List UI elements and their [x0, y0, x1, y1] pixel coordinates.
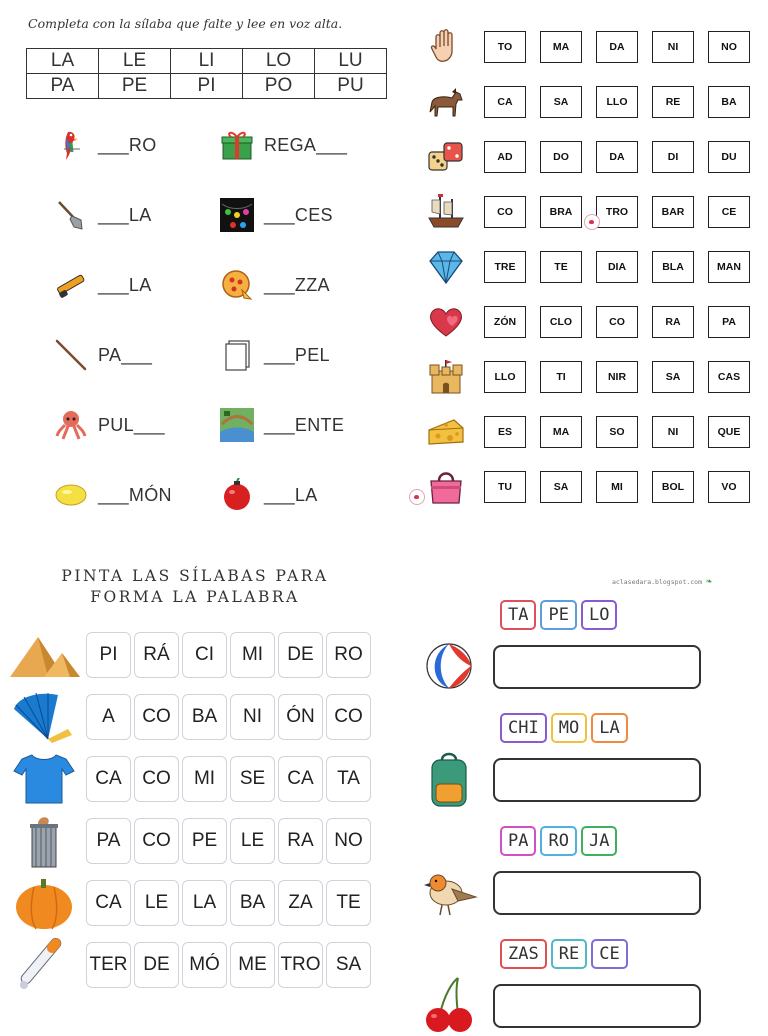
syllable-cell: LO — [243, 49, 315, 74]
syllable-tile[interactable]: LA — [182, 880, 227, 926]
fill-syllable-item — [220, 198, 333, 232]
fill-syllable-item — [220, 128, 347, 162]
syllable-table-row — [27, 74, 387, 99]
parrot-icon — [54, 128, 88, 162]
row-picture — [8, 937, 80, 993]
syllable-box[interactable]: TRO — [596, 196, 638, 228]
cheese-icon — [426, 412, 466, 452]
leaf-icon: ❧ — [705, 576, 712, 587]
syllable-box[interactable]: QUE — [708, 416, 750, 448]
row-picture — [424, 82, 468, 122]
syllable-tile[interactable]: NI — [230, 694, 275, 740]
syllable-box[interactable]: MI — [596, 471, 638, 503]
syllable-cell: PE — [99, 74, 171, 99]
item-picture — [54, 198, 88, 232]
row-picture — [424, 192, 468, 232]
syllable-tiles — [86, 756, 371, 802]
syllable-box[interactable]: DO — [540, 141, 582, 173]
syllable-box[interactable]: CE — [708, 196, 750, 228]
pyramids-icon — [8, 627, 80, 683]
answer-box[interactable] — [493, 758, 701, 802]
syllable-tile[interactable]: A — [86, 694, 131, 740]
paint-syllable-row — [8, 937, 371, 993]
fill-syllable-item — [220, 408, 344, 442]
syllable-box[interactable]: CO — [484, 196, 526, 228]
syllable-box[interactable]: SO — [596, 416, 638, 448]
syllable-tile[interactable]: RO — [326, 632, 371, 678]
syllable-tile[interactable]: CO — [134, 694, 179, 740]
blog-url-text: aclasedara.blogspot.com — [612, 578, 703, 586]
syllable-tile[interactable]: LE — [134, 880, 179, 926]
syllable-tile[interactable]: TE — [326, 880, 371, 926]
syllable-tile[interactable]: MO — [551, 713, 587, 743]
syllable-tile[interactable]: TRO — [278, 942, 323, 988]
paper-icon — [220, 338, 254, 372]
row-picture — [8, 813, 80, 869]
item-picture — [220, 268, 254, 302]
syllable-grid-row — [424, 467, 750, 507]
syllable-cell: PU — [315, 74, 387, 99]
word-picture — [418, 861, 480, 923]
fill-syllable-item — [54, 268, 152, 302]
syllable-box[interactable]: TO — [484, 31, 526, 63]
syllable-box[interactable]: NI — [652, 416, 694, 448]
title-line-2: FORMA LA PALABRA — [90, 588, 300, 606]
syllable-tile[interactable]: SE — [230, 756, 275, 802]
syllable-tiles — [86, 818, 371, 864]
syllable-tile[interactable]: CO — [134, 818, 179, 864]
paint-syllables-title — [30, 566, 360, 608]
ball-ornament-icon — [220, 478, 254, 512]
syllable-box[interactable]: DI — [652, 141, 694, 173]
fill-syllable-item — [54, 408, 165, 442]
syllable-tiles — [86, 942, 371, 988]
syllable-grid-row — [424, 412, 750, 452]
row-picture — [8, 751, 80, 807]
syllable-tile[interactable]: ÓN — [278, 694, 323, 740]
syllable-box[interactable]: ZÓN — [484, 306, 526, 338]
syllable-box[interactable]: LLO — [484, 361, 526, 393]
syllable-tile[interactable]: LA — [591, 713, 627, 743]
answer-box[interactable] — [493, 871, 701, 915]
pumpkin-icon — [8, 875, 80, 931]
syllable-tile[interactable]: TA — [500, 600, 536, 630]
syllable-tile[interactable]: BA — [230, 880, 275, 926]
fill-word[interactable]: ___ENTE — [264, 414, 345, 435]
fill-syllable-item — [54, 198, 152, 232]
syllable-grid-row — [424, 82, 750, 122]
syllable-tile[interactable]: CO — [134, 756, 179, 802]
syllable-box[interactable]: SA — [540, 471, 582, 503]
thermometer-icon — [8, 937, 80, 993]
backpack-icon — [418, 748, 480, 810]
syllable-tile[interactable]: MI — [230, 632, 275, 678]
syllable-box[interactable]: MA — [540, 416, 582, 448]
bridge-icon — [220, 408, 254, 442]
paint-syllable-row — [8, 689, 371, 745]
syllable-boxes — [484, 86, 750, 118]
paint-syllable-row — [8, 875, 371, 931]
syllable-tile[interactable]: BA — [182, 694, 227, 740]
syllable-box[interactable]: TRE — [484, 251, 526, 283]
syllable-box[interactable]: NI — [652, 31, 694, 63]
syllable-tiles — [500, 713, 628, 743]
row-picture — [424, 412, 468, 452]
syllable-box[interactable]: CO — [596, 306, 638, 338]
syllable-tile[interactable]: LE — [230, 818, 275, 864]
syllable-tile[interactable]: RA — [278, 818, 323, 864]
syllable-tile[interactable]: RE — [551, 939, 587, 969]
row-picture — [8, 627, 80, 683]
shovel-icon — [54, 198, 88, 232]
syllable-tile[interactable]: CI — [182, 632, 227, 678]
row-picture — [424, 27, 468, 67]
syllable-grid-row — [424, 357, 750, 397]
syllable-box[interactable]: RE — [652, 86, 694, 118]
dice-icon — [426, 137, 466, 177]
item-picture — [54, 128, 88, 162]
fill-word[interactable]: ___MÓN — [98, 484, 172, 505]
syllable-boxes — [484, 361, 750, 393]
stick-icon — [54, 338, 88, 372]
syllable-tile[interactable]: LO — [581, 600, 617, 630]
syllable-cell: LE — [99, 49, 171, 74]
title-line-1: PINTA LAS SÍLABAS PARA — [61, 567, 329, 585]
handbag-icon — [426, 467, 466, 507]
cherries-icon — [418, 974, 480, 1036]
item-picture — [54, 408, 88, 442]
syllable-box[interactable]: NIR — [596, 361, 638, 393]
word-picture — [418, 974, 480, 1036]
syllable-box[interactable]: MA — [540, 31, 582, 63]
paint-syllable-row — [8, 751, 371, 807]
syllable-cell: LI — [171, 49, 243, 74]
fill-word[interactable]: ___CES — [264, 204, 333, 225]
horse-icon — [426, 82, 466, 122]
syllable-box[interactable]: BAR — [652, 196, 694, 228]
fill-word[interactable]: PUL___ — [98, 414, 165, 435]
syllable-cell: LU — [315, 49, 387, 74]
syllable-box[interactable]: MAN — [708, 251, 750, 283]
item-picture — [220, 338, 254, 372]
fill-word[interactable]: ___ZZA — [264, 274, 330, 295]
syllable-box[interactable]: BOL — [652, 471, 694, 503]
syllable-boxes — [484, 306, 750, 338]
row-picture — [8, 875, 80, 931]
fill-syllable-item — [220, 478, 318, 512]
syllable-box[interactable]: PA — [708, 306, 750, 338]
syllable-cell: PI — [171, 74, 243, 99]
syllable-tile[interactable]: TER — [86, 942, 131, 988]
syllable-tile[interactable]: PE — [540, 600, 576, 630]
syllable-grid-row — [424, 27, 750, 67]
fill-syllable-item — [54, 128, 157, 162]
fill-word[interactable]: REGA___ — [264, 134, 348, 155]
syllable-box[interactable]: CAS — [708, 361, 750, 393]
syllable-tile[interactable]: ZA — [278, 880, 323, 926]
syllable-cell: PA — [27, 74, 99, 99]
syllable-tiles — [86, 880, 371, 926]
syllable-tile[interactable]: CA — [278, 756, 323, 802]
row-picture — [424, 247, 468, 287]
syllable-table-row — [27, 49, 387, 74]
item-picture — [220, 198, 254, 232]
fill-word[interactable]: PA___ — [98, 344, 153, 365]
syllable-tile[interactable]: PE — [182, 818, 227, 864]
syllable-tile[interactable]: MÓ — [182, 942, 227, 988]
syllable-tile[interactable]: MI — [182, 756, 227, 802]
syllable-tiles — [500, 600, 617, 630]
syllable-boxes — [484, 31, 750, 63]
syllable-box[interactable]: TI — [540, 361, 582, 393]
syllable-box[interactable]: DU — [708, 141, 750, 173]
answer-box[interactable] — [493, 645, 701, 689]
syllable-cell: LA — [27, 49, 99, 74]
syllable-tile[interactable]: DE — [278, 632, 323, 678]
item-picture — [220, 408, 254, 442]
shirt-icon — [8, 751, 80, 807]
row-picture — [424, 467, 468, 507]
syllable-box[interactable]: VO — [708, 471, 750, 503]
syllable-tiles — [500, 939, 628, 969]
syllable-box[interactable]: DA — [596, 141, 638, 173]
fill-syllable-item — [220, 268, 330, 302]
trash-can-icon — [8, 813, 80, 869]
syllable-box[interactable]: TU — [484, 471, 526, 503]
syllable-box[interactable]: BA — [708, 86, 750, 118]
syllable-tiles — [86, 632, 371, 678]
syllable-box[interactable]: ES — [484, 416, 526, 448]
hand-icon — [426, 27, 466, 67]
syllable-box[interactable]: BRA — [540, 196, 582, 228]
syllable-boxes — [484, 141, 750, 173]
octopus-icon — [54, 408, 88, 442]
syllable-tile[interactable]: ZAS — [500, 939, 547, 969]
lemon-icon — [54, 478, 88, 512]
item-picture — [54, 478, 88, 512]
worksheet-instruction: Completa con la sílaba que falte y lee en voz alta. — [28, 16, 343, 31]
syllable-tile[interactable]: SA — [326, 942, 371, 988]
blog-logo-icon — [409, 489, 425, 505]
fill-word[interactable]: ___LA — [264, 484, 318, 505]
syllable-tile[interactable]: PI — [86, 632, 131, 678]
syllable-grid-row — [424, 137, 750, 177]
syllable-tile[interactable]: TA — [326, 756, 371, 802]
fill-word[interactable]: ___LA — [98, 274, 152, 295]
ship-icon — [426, 192, 466, 232]
file-icon — [54, 268, 88, 302]
fill-syllable-item — [54, 338, 152, 372]
syllable-box[interactable]: CA — [484, 86, 526, 118]
item-picture — [54, 338, 88, 372]
syllable-tiles — [86, 694, 371, 740]
fill-syllable-item — [54, 478, 172, 512]
answer-box[interactable] — [493, 984, 701, 1028]
fill-word[interactable]: ___RO — [98, 134, 157, 155]
syllable-tile[interactable]: NO — [326, 818, 371, 864]
lights-icon — [220, 198, 254, 232]
syllable-tile[interactable]: DE — [134, 942, 179, 988]
syllable-tiles — [500, 826, 617, 856]
syllable-box[interactable]: LLO — [596, 86, 638, 118]
syllable-box[interactable]: SA — [652, 361, 694, 393]
item-picture — [220, 128, 254, 162]
syllable-cell: PO — [243, 74, 315, 99]
gift-icon — [220, 128, 254, 162]
syllable-box[interactable]: SA — [540, 86, 582, 118]
castle-icon — [426, 357, 466, 397]
syllable-grid-row — [424, 247, 750, 287]
diamond-icon — [426, 247, 466, 287]
word-picture — [418, 635, 480, 697]
paint-syllable-row — [8, 627, 371, 683]
syllable-box[interactable]: AD — [484, 141, 526, 173]
syllable-tile[interactable]: CO — [326, 694, 371, 740]
syllable-tile[interactable]: CA — [86, 756, 131, 802]
beach-ball-icon — [418, 635, 480, 697]
syllable-box[interactable]: CLO — [540, 306, 582, 338]
fill-word[interactable]: ___PEL — [264, 344, 330, 365]
syllable-box[interactable]: NO — [708, 31, 750, 63]
syllable-tile[interactable]: PA — [500, 826, 536, 856]
item-picture — [54, 268, 88, 302]
syllable-box[interactable]: TE — [540, 251, 582, 283]
row-picture — [8, 689, 80, 745]
syllable-boxes — [484, 416, 750, 448]
row-picture — [424, 302, 468, 342]
syllable-boxes — [484, 471, 750, 503]
blog-logo-icon — [584, 214, 600, 230]
syllable-box[interactable]: DA — [596, 31, 638, 63]
syllable-grid-row — [424, 302, 750, 342]
fill-word[interactable]: ___LA — [98, 204, 152, 225]
word-picture — [418, 748, 480, 810]
syllable-tile[interactable]: CA — [86, 880, 131, 926]
syllable-tile[interactable]: CE — [591, 939, 627, 969]
blog-url — [612, 576, 712, 587]
syllable-box[interactable]: RA — [652, 306, 694, 338]
syllable-table — [26, 48, 387, 99]
syllable-tile[interactable]: PA — [86, 818, 131, 864]
syllable-box[interactable]: BLA — [652, 251, 694, 283]
syllable-boxes — [484, 251, 750, 283]
bird-icon — [418, 861, 480, 923]
row-picture — [424, 137, 468, 177]
fill-syllable-item — [220, 338, 330, 372]
fan-icon — [8, 689, 80, 745]
syllable-tile[interactable]: RO — [540, 826, 576, 856]
heart-icon — [426, 302, 466, 342]
syllable-boxes — [484, 196, 750, 228]
syllable-tile[interactable]: JA — [581, 826, 617, 856]
item-picture — [220, 478, 254, 512]
syllable-tile[interactable]: RÁ — [134, 632, 179, 678]
syllable-tile[interactable]: CHI — [500, 713, 547, 743]
paint-syllable-row — [8, 813, 371, 869]
pizza-icon — [220, 268, 254, 302]
syllable-box[interactable]: DIA — [596, 251, 638, 283]
row-picture — [424, 357, 468, 397]
syllable-tile[interactable]: ME — [230, 942, 275, 988]
